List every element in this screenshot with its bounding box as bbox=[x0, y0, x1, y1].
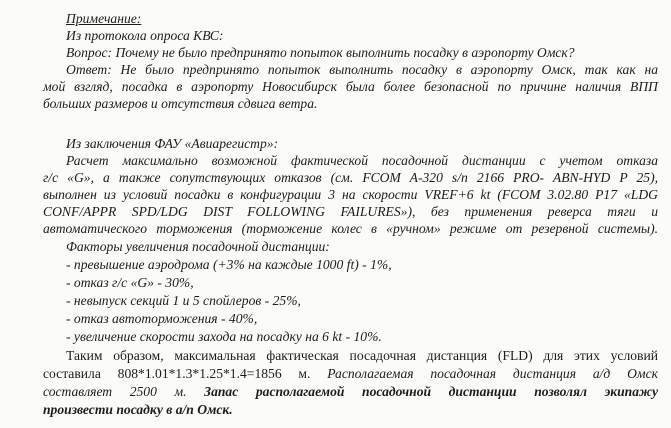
conclusion-source: Из заключения ФАУ «Авиарегистр»: bbox=[66, 136, 279, 151]
note-source: Из протокола опроса КВС: bbox=[66, 28, 224, 43]
conclusion-calc-line-5: автоматического торможения (торможение колес в «ручном» режиме от резервной системы). bbox=[43, 221, 658, 236]
note-answer-line-3: больших размеров и отсутствия сдвига ветра. bbox=[43, 96, 318, 111]
conclusion-calc-line-4: CONF/APPR SPD/LDG DIST FOLLOWING FAILURES»), без применения реверса тяги и bbox=[43, 204, 658, 219]
conclusion-calc-line-1: Расчет максимально возможной фактической посадочной дистанции с учетом отказа bbox=[66, 153, 658, 168]
conclusion-calc-line-3: выполнен из условий посадки в конфигурации 3 на скорости VREF+6 kt (FCOM 3.02.80 P17 «LDG bbox=[43, 187, 658, 202]
summary-line-1: Таким образом, максимальная фактическая посадочная дистанция (FLD) для этих условий bbox=[66, 348, 658, 363]
summary-line-4: произвести посадку в а/п Омск. bbox=[43, 402, 233, 417]
note-answer-line-1: Ответ: Не было предпринято попыток выполнить посадку в аэропорту Омск, так как на bbox=[66, 62, 658, 77]
factor-item: - увеличение скорости захода на посадку на 6 kt - 10%. bbox=[66, 329, 382, 344]
factor-item: - невыпуск секций 1 и 5 спойлеров - 25%, bbox=[66, 293, 301, 308]
factor-item: - превышение аэродрома (+3% на каждые 1000 ft) - 1%, bbox=[66, 257, 392, 272]
factors-heading: Факторы увеличения посадочной дистанции: bbox=[66, 239, 330, 254]
summary-available-value: составляет 2500 м. bbox=[43, 384, 187, 399]
factor-item: - отказ автоторможения - 40%, bbox=[66, 311, 258, 326]
factor-item: - отказ г/с «G» - 30%, bbox=[66, 275, 194, 290]
summary-available-distance: Располагаемая посадочная дистанция а/д Омск bbox=[327, 366, 658, 381]
conclusion-calc-line-2: г/с «G», а также сопутствующих отказов (см. FCOM A-320 s/n 2166 PRO- ABN-HYD P 25), bbox=[43, 170, 658, 185]
summary-line-2 bbox=[43, 365, 658, 382]
note-heading: Примечание: bbox=[66, 11, 142, 26]
summary-fld-value: составила 808*1.01*1.3*1.25*1.4=1856 м. bbox=[43, 366, 311, 381]
note-question: Вопрос: Почему не было предпринято попыток выполнить посадку в аэропорту Омск? bbox=[66, 45, 575, 60]
summary-line-3 bbox=[43, 383, 658, 400]
summary-conclusion-bold: Запас располагаемой посадочной дистанции позволял экипажу bbox=[204, 384, 658, 399]
note-answer-line-2: мой взгляд, посадка в аэропорту Новосибирск была более безопасной по причине наличия ВПП bbox=[43, 79, 658, 94]
